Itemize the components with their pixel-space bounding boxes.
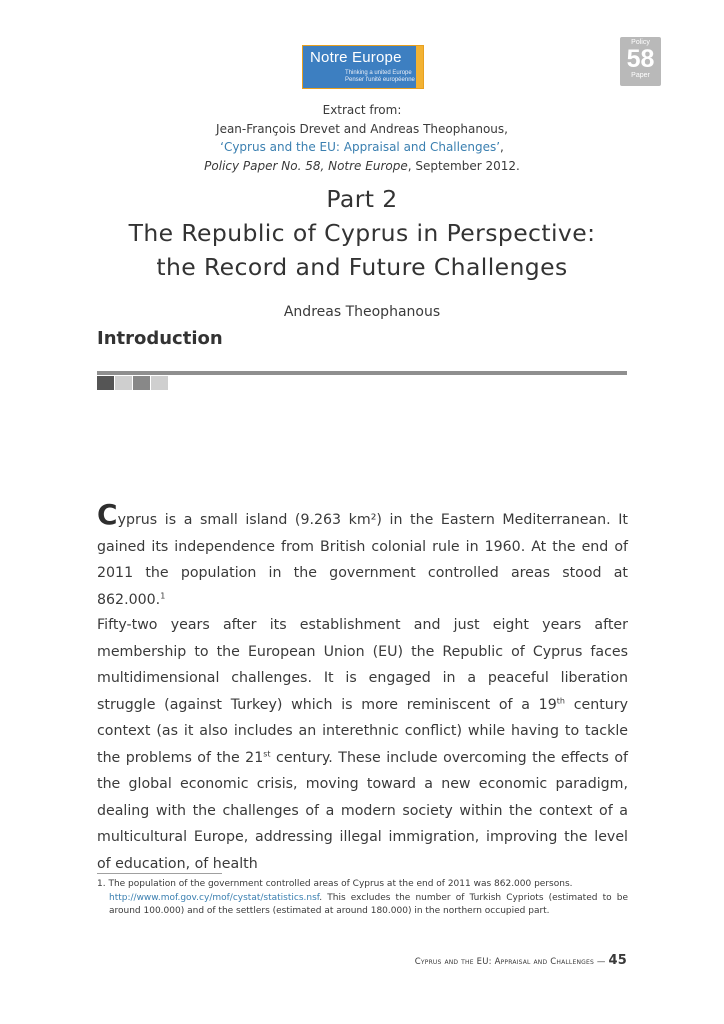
badge-number: 58 [626,45,655,73]
title-line-1: The Republic of Cyprus in Perspective: [128,219,596,247]
extract-title-comma: , [500,140,504,154]
title-line-2: the Record and Future Challenges [156,253,568,281]
page-number: 45 [608,953,627,968]
footnote-url[interactable]: http://www.mof.gov.cy/mof/cystat/statistics.nsf [109,892,320,903]
extract-series-line [150,157,574,176]
chapter-author: Andreas Theophanous [283,304,441,320]
superscript-th: th [556,695,565,705]
paragraph-2-text-c: century. These include overcoming the effects of the global economic crisis, moving toward a new economic paradigm, dealing with the challenges of a modern society within the context of a multicultural Europe, addressing illegal immigration, improving the level of education, of health [97,749,629,872]
footnote-1 [97,878,628,919]
logo-accent-stripe [416,46,423,88]
paragraph-2-text-a: Fifty-two years after its establishment and just eight years after membership to the European Union (EU) the Republic of Cyprus faces multidimensional challenges. It is engaged in a peaceful liberation struggle (against Turkey) which is more reminiscent of a 19 [97,617,628,713]
running-title: Cyprus and the EU: Appraisal and Challenges [414,957,594,967]
running-dash: — [596,957,606,967]
decor-square [115,376,132,390]
extract-date: , September 2012. [407,158,520,173]
paragraph-2-text-b: century context (as it also includes an interethnic conflict) while having to tackle the problems of the 21 [97,696,628,766]
extract-title-link[interactable]: ‘Cyprus and the EU: Appraisal and Challenges’ [220,140,501,154]
drop-cap: C [97,498,118,531]
extract-series: Policy Paper No. 58, Notre Europe [204,158,408,173]
footnote-rest: . This excludes the number of Turkish Cypriots (estimated to be around 100.000) and of the settlers (estimated at around 180.000) in the northern occupied part. [109,892,628,916]
heading-rule [97,371,627,375]
chapter-title [92,182,632,284]
superscript-st: st [263,748,271,758]
badge-paper-label: Paper [631,72,650,79]
footnote-rule [97,873,222,874]
logo-tagline-fr: Penser l'unité européenne [345,77,415,83]
extract-citation [150,101,574,175]
running-footer [415,953,627,968]
decor-square [151,376,168,390]
decor-square [133,376,150,390]
footnote-continuation [97,892,628,919]
footnote-text: 1. The population of the government controlled areas of Cyprus at the end of 2011 was 862.000 persons. [97,879,573,889]
section-heading: Introduction [97,328,223,349]
extract-label: Extract from: [322,103,402,117]
extract-authors: Jean-François Drevet and Andreas Theophanous, [216,121,508,136]
notre-europe-logo [302,45,424,89]
paragraph-1 [97,498,628,613]
footnote-ref[interactable]: 1 [160,590,166,600]
decor-square [97,376,114,390]
badge-policy-label: Policy [631,39,650,46]
paragraph-2 [97,612,628,877]
part-number: Part 2 [326,185,398,213]
paragraph-1-text: yprus is a small island (9.263 km²) in the Eastern Mediterranean. It gained its independence from British colonial rule in 1960. At the end of 2011 the population in the government controlled areas stood at 862.000. [97,512,628,608]
extract-title-line [150,138,574,157]
policy-paper-badge [620,37,661,86]
logo-tagline-en: Thinking a united Europe [345,70,412,76]
logo-brand: Notre Europe [310,49,402,66]
